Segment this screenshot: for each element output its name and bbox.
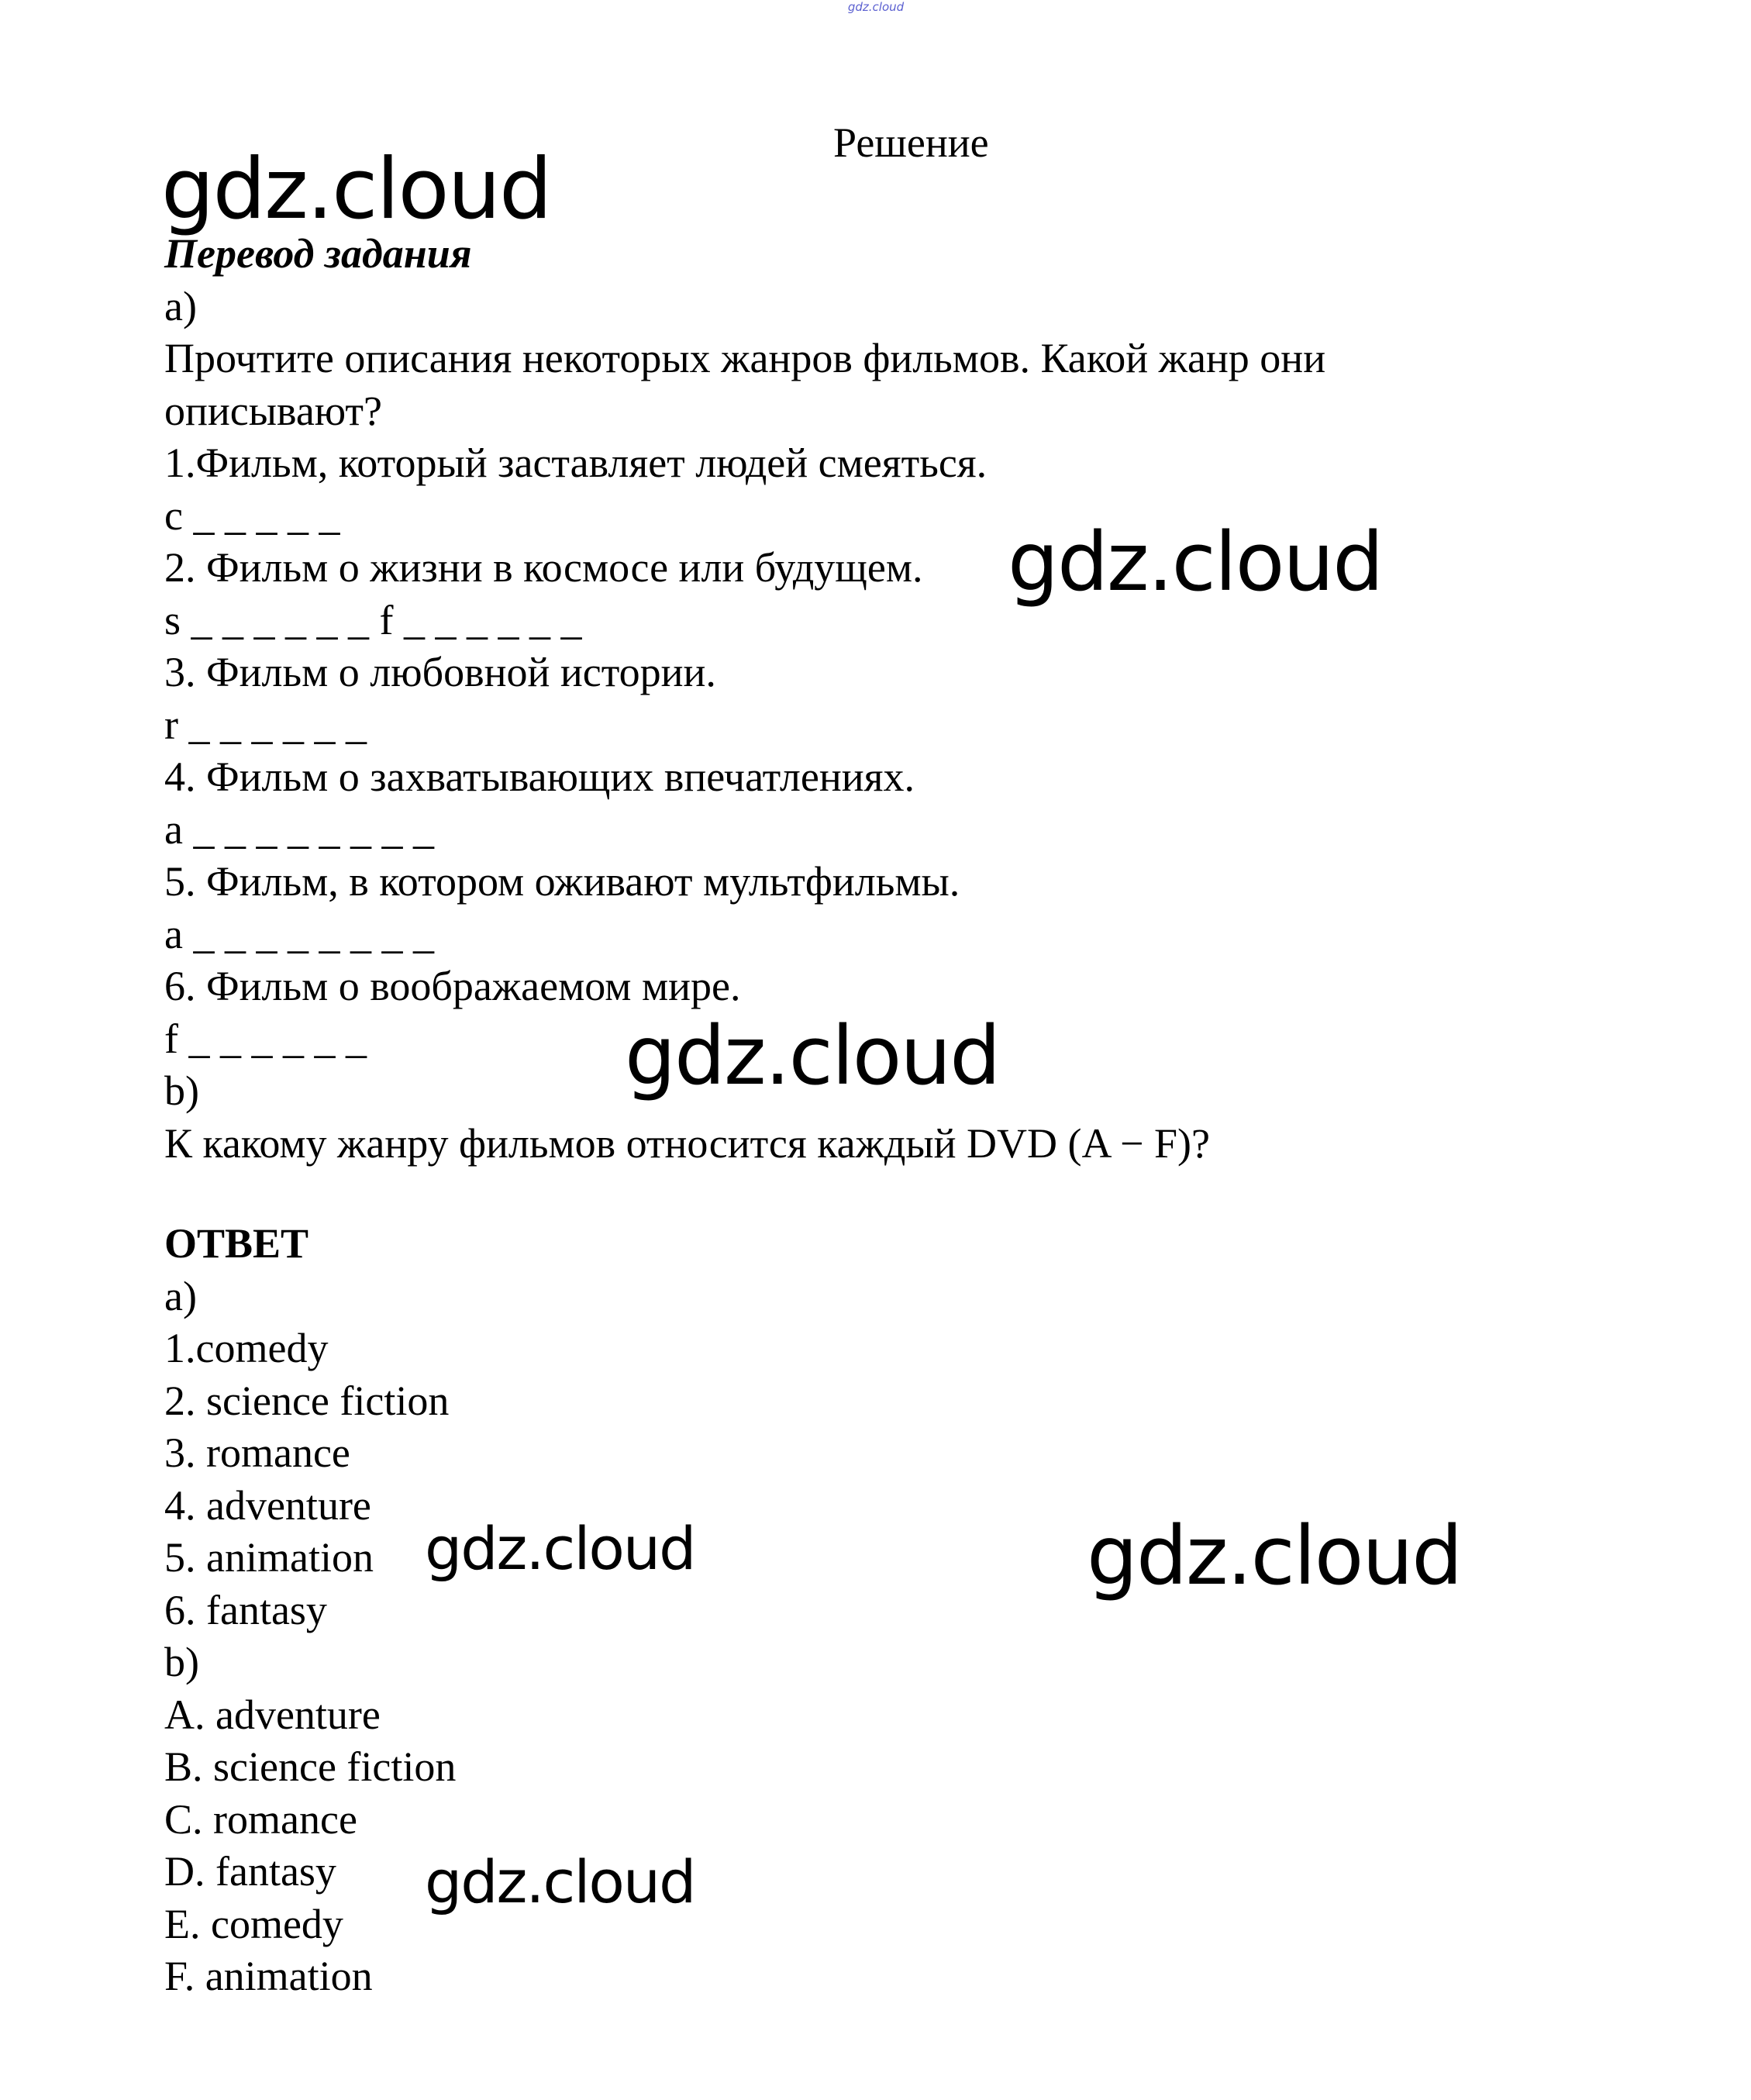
answer-item: A. adventure [164, 1691, 381, 1738]
answer-item: F. animation [164, 1953, 373, 1999]
task-item-prompt: 6. Фильм о воображаемом мире. [164, 963, 741, 1009]
task-item-hint: c _ _ _ _ _ [164, 491, 340, 539]
top-watermark-text: gdz.cloud [847, 0, 905, 14]
task-part-a-label: a) [164, 282, 197, 329]
task-item-prompt: 1.Фильм, который заставляет людей смеяться. [164, 440, 988, 486]
page-heading: Решение [833, 119, 989, 166]
watermark-logo: gdz.cloud [1008, 515, 1383, 609]
answer-item: 1.comedy [164, 1325, 329, 1371]
answer-item: 3. romance [164, 1429, 350, 1476]
answer-item: C. romance [164, 1795, 357, 1843]
answer-item: 4. adventure [164, 1481, 371, 1529]
answer-title: ОТВЕТ [164, 1220, 309, 1267]
answer-part-b-label: b) [164, 1639, 199, 1685]
task-title: Перевод задания [164, 230, 472, 277]
watermark-logo: gdz.cloud [1087, 1509, 1462, 1603]
answer-part-a-label: a) [164, 1272, 197, 1319]
task-item-hint: a _ _ _ _ _ _ _ _ [164, 910, 434, 957]
answer-item: D. fantasy [164, 1848, 336, 1895]
answer-item: B. science fiction [164, 1743, 457, 1790]
answer-item: E. comedy [164, 1900, 343, 1947]
task-part-b-label: b) [164, 1067, 199, 1114]
task-item-prompt: 5. Фильм, в котором оживают мультфильмы. [164, 858, 960, 905]
answer-item: 2. science fiction [164, 1377, 450, 1424]
task-item-hint: f _ _ _ _ _ _ [164, 1015, 367, 1062]
watermark-logo: gdz.cloud [425, 1847, 695, 1916]
answer-item: 5. animation [164, 1534, 374, 1581]
task-item-prompt: 3. Фильм о любовной истории. [164, 649, 716, 695]
watermark-logo: gdz.cloud [625, 1009, 1000, 1103]
task-item-prompt: 4. Фильм о захватывающих впечатлениях. [164, 753, 915, 800]
task-part-a-instruction-line2: описывают? [164, 387, 382, 434]
task-item-hint: a _ _ _ _ _ _ _ _ [164, 805, 434, 853]
watermark-logo: gdz.cloud [425, 1514, 695, 1583]
task-item-prompt: 2. Фильм о жизни в космосе или будущем. [164, 544, 923, 591]
answer-item: 6. fantasy [164, 1586, 327, 1633]
task-part-b-instruction: К какому жанру фильмов относится каждый DVD (A − F)? [164, 1119, 1210, 1167]
task-part-a-instruction-line1: Прочтите описания некоторых жанров фильмов. Какой жанр они [164, 335, 1326, 381]
task-item-hint: s _ _ _ _ _ _ f _ _ _ _ _ _ [164, 596, 582, 643]
watermark-logo: gdz.cloud [161, 141, 551, 238]
task-item-hint: r _ _ _ _ _ _ [164, 701, 367, 748]
